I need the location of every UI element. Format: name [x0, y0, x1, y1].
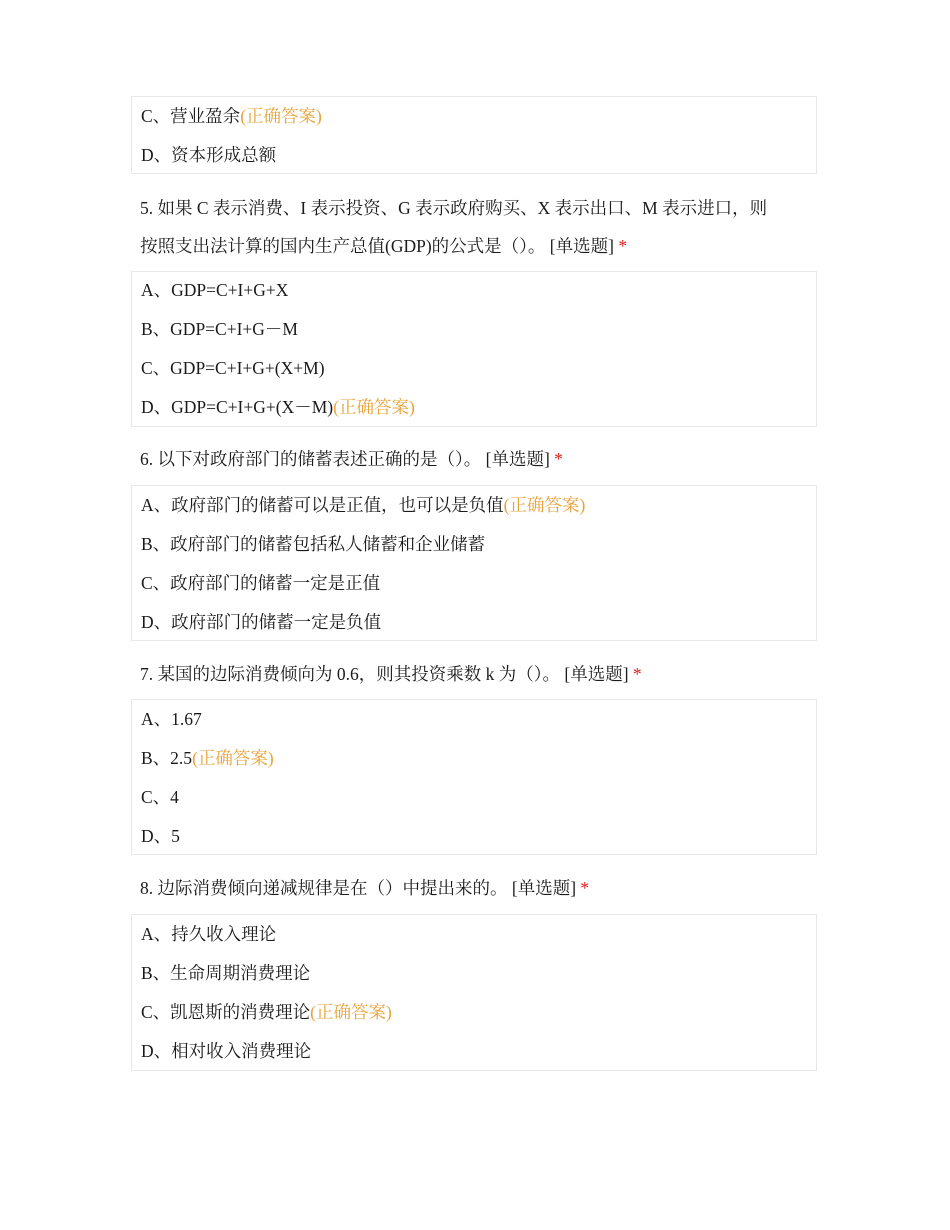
question-text: 8. 边际消费倾向递减规律是在（）中提出来的。 [单选题]	[140, 878, 577, 898]
option-label: B、政府部门的储蓄包括私人储蓄和企业储蓄	[141, 534, 486, 554]
q5-option-a	[141, 279, 288, 301]
option-label: D、5	[141, 826, 180, 846]
option-label: C、凯恩斯的消费理论	[141, 1002, 311, 1022]
q6-option-a	[141, 494, 585, 516]
correct-answer-tag: (正确答案)	[310, 1002, 392, 1022]
option-label: D、政府部门的储蓄一定是负值	[141, 612, 382, 632]
q5-options	[131, 271, 817, 427]
q8-option-a	[141, 923, 276, 945]
q4-options	[131, 96, 817, 174]
q6-line-1	[140, 448, 563, 470]
q7-option-c	[141, 786, 179, 808]
option-label: C、营业盈余	[141, 106, 241, 126]
q7-question	[140, 663, 812, 687]
q7-line-1	[140, 663, 642, 685]
correct-answer-tag: (正确答案)	[240, 106, 322, 126]
option-label: B、GDP=C+I+G－M	[141, 319, 298, 339]
required-mark: *	[554, 449, 563, 469]
q6-option-b	[141, 533, 485, 555]
option-label: C、4	[141, 787, 179, 807]
q8-line-1	[140, 877, 589, 899]
option-label: D、相对收入消费理论	[141, 1041, 312, 1061]
q7-option-d	[141, 825, 180, 847]
option-label: C、GDP=C+I+G+(X+M)	[141, 358, 325, 378]
option-label: B、2.5	[141, 748, 193, 768]
option-label: B、生命周期消费理论	[141, 963, 311, 983]
option-label: A、GDP=C+I+G+X	[141, 280, 289, 300]
q5-line-1: 5. 如果 C 表示消费、I 表示投资、G 表示政府购买、X 表示出口、M 表示进口，则	[140, 198, 768, 218]
q5-option-b	[141, 318, 298, 340]
q8-options	[131, 914, 817, 1071]
q6-option-d	[141, 611, 381, 633]
q8-option-d	[141, 1040, 311, 1062]
option-label: A、政府部门的储蓄可以是正值，也可以是负值	[141, 495, 504, 515]
q6-options	[131, 485, 817, 641]
required-mark: *	[632, 664, 642, 684]
question-text: 6. 以下对政府部门的储蓄表述正确的是（）。 [单选题]	[140, 449, 550, 469]
q5-question	[140, 197, 812, 257]
q5-option-d	[141, 396, 415, 418]
q4-option-d	[141, 144, 276, 166]
required-mark: *	[580, 878, 590, 898]
option-label: D、资本形成总额	[141, 145, 277, 165]
option-label: C、政府部门的储蓄一定是正值	[141, 573, 381, 593]
option-label: A、持久收入理论	[141, 924, 277, 944]
q8-question	[140, 877, 812, 901]
q6-option-c	[141, 572, 380, 594]
question-text: 按照支出法计算的国内生产总值(GDP)的公式是（）。 [单选题]	[140, 236, 614, 256]
option-label: A、1.67	[141, 709, 202, 729]
q5-line-2	[140, 235, 627, 257]
q8-option-c	[141, 1001, 392, 1023]
correct-answer-tag: (正确答案)	[192, 748, 274, 768]
option-label: D、GDP=C+I+G+(X－M)	[141, 397, 334, 417]
q7-option-a	[141, 708, 202, 730]
required-mark: *	[618, 236, 628, 256]
q8-option-b	[141, 962, 310, 984]
q6-question	[140, 448, 812, 472]
correct-answer-tag: (正确答案)	[503, 495, 586, 515]
correct-answer-tag: (正确答案)	[333, 397, 415, 417]
q4-option-c	[141, 105, 322, 127]
q7-option-b	[141, 747, 274, 769]
question-text: 7. 某国的边际消费倾向为 0.6，则其投资乘数 k 为（）。 [单选题]	[140, 664, 629, 684]
q5-option-c	[141, 357, 325, 379]
q7-options	[131, 699, 817, 855]
